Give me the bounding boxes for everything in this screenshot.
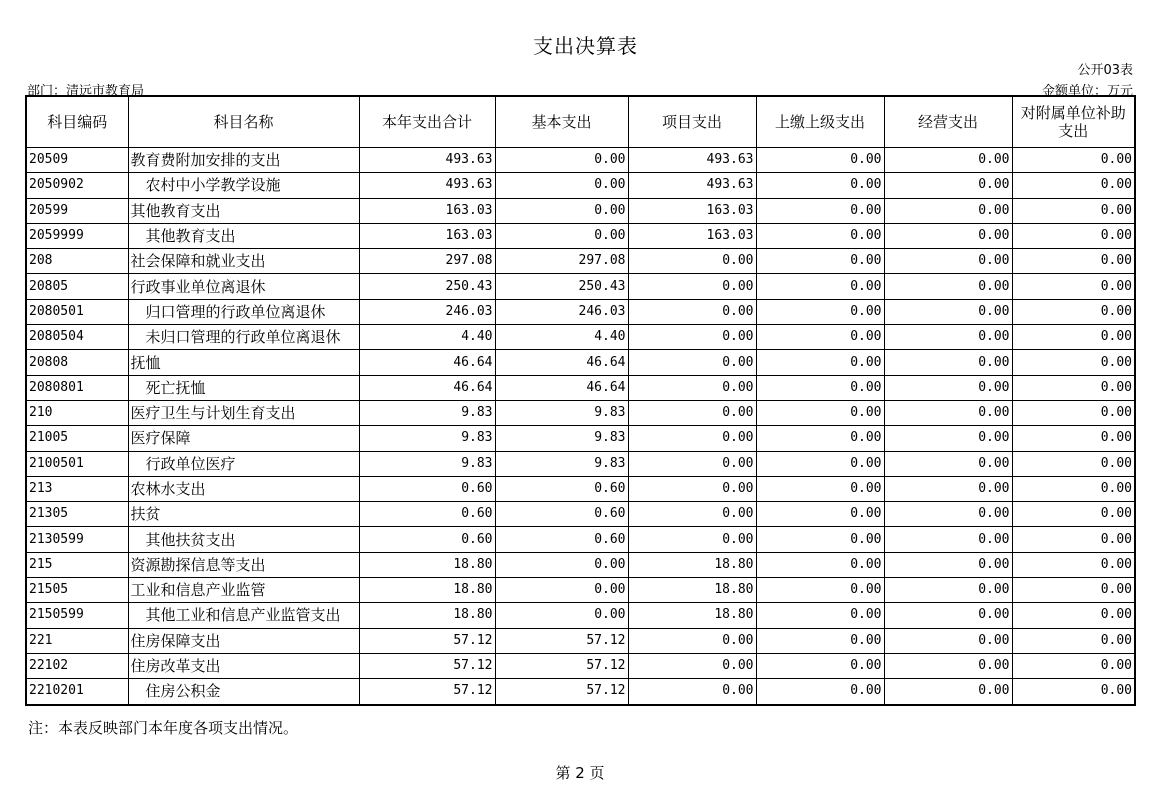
subject-code-cell: 20599 [26, 198, 128, 223]
project-expenditure-cell: 0.00 [628, 502, 756, 527]
subsidy-cell: 0.00 [1012, 603, 1135, 628]
basic-expenditure-cell: 250.43 [495, 274, 628, 299]
business-expenditure-cell: 0.00 [884, 350, 1012, 375]
subject-name-cell: 医疗保障 [128, 426, 359, 451]
column-header: 基本支出 [495, 96, 628, 148]
column-header: 科目编码 [26, 96, 128, 148]
basic-expenditure-cell: 9.83 [495, 451, 628, 476]
business-expenditure-cell: 0.00 [884, 198, 1012, 223]
total-expenditure-cell: 250.43 [359, 274, 495, 299]
column-header: 项目支出 [628, 96, 756, 148]
table-body [26, 148, 1135, 705]
business-expenditure-cell: 0.00 [884, 502, 1012, 527]
upper-remit-cell: 0.00 [756, 578, 884, 603]
upper-remit-cell: 0.00 [756, 426, 884, 451]
subject-code-cell: 2150599 [26, 603, 128, 628]
subsidy-cell: 0.00 [1012, 426, 1135, 451]
basic-expenditure-cell: 46.64 [495, 350, 628, 375]
upper-remit-cell: 0.00 [756, 223, 884, 248]
basic-expenditure-cell: 0.00 [495, 173, 628, 198]
subject-name-cell: 住房保障支出 [128, 628, 359, 653]
basic-expenditure-cell: 0.00 [495, 223, 628, 248]
project-expenditure-cell: 0.00 [628, 400, 756, 425]
subject-name-cell: 社会保障和就业支出 [128, 249, 359, 274]
total-expenditure-cell: 18.80 [359, 578, 495, 603]
project-expenditure-cell: 0.00 [628, 299, 756, 324]
subsidy-cell: 0.00 [1012, 527, 1135, 552]
subject-name-cell: 工业和信息产业监管 [128, 578, 359, 603]
subsidy-cell: 0.00 [1012, 400, 1135, 425]
project-expenditure-cell: 163.03 [628, 223, 756, 248]
report-title: 支出决算表 [533, 34, 638, 58]
basic-expenditure-cell: 0.00 [495, 603, 628, 628]
project-expenditure-cell: 0.00 [628, 451, 756, 476]
upper-remit-cell: 0.00 [756, 249, 884, 274]
amount-unit-label: 金额单位：万元 [1041, 84, 1133, 99]
subsidy-cell: 0.00 [1012, 375, 1135, 400]
table-row [26, 400, 1135, 425]
project-expenditure-cell: 0.00 [628, 628, 756, 653]
upper-remit-cell: 0.00 [756, 679, 884, 705]
table-header-row [26, 96, 1135, 148]
subject-code-cell: 2080504 [26, 325, 128, 350]
business-expenditure-cell: 0.00 [884, 527, 1012, 552]
subject-name-cell: 行政事业单位离退休 [128, 274, 359, 299]
subsidy-cell: 0.00 [1012, 350, 1135, 375]
business-expenditure-cell: 0.00 [884, 274, 1012, 299]
basic-expenditure-cell: 0.00 [495, 578, 628, 603]
subsidy-cell: 0.00 [1012, 552, 1135, 577]
business-expenditure-cell: 0.00 [884, 400, 1012, 425]
subject-name-cell: 医疗卫生与计划生育支出 [128, 400, 359, 425]
basic-expenditure-cell: 0.60 [495, 527, 628, 552]
table-row [26, 299, 1135, 324]
total-expenditure-cell: 0.60 [359, 527, 495, 552]
subject-code-cell: 210 [26, 400, 128, 425]
subsidy-cell: 0.00 [1012, 223, 1135, 248]
table-row [26, 426, 1135, 451]
subject-code-cell: 20509 [26, 148, 128, 173]
subsidy-cell: 0.00 [1012, 173, 1135, 198]
project-expenditure-cell: 0.00 [628, 426, 756, 451]
upper-remit-cell: 0.00 [756, 148, 884, 173]
subject-code-cell: 2059999 [26, 223, 128, 248]
project-expenditure-cell: 18.80 [628, 552, 756, 577]
business-expenditure-cell: 0.00 [884, 628, 1012, 653]
project-expenditure-cell: 18.80 [628, 578, 756, 603]
subject-code-cell: 2210201 [26, 679, 128, 705]
table-row [26, 628, 1135, 653]
business-expenditure-cell: 0.00 [884, 375, 1012, 400]
total-expenditure-cell: 246.03 [359, 299, 495, 324]
business-expenditure-cell: 0.00 [884, 173, 1012, 198]
project-expenditure-cell: 0.00 [628, 679, 756, 705]
subject-code-cell: 208 [26, 249, 128, 274]
total-expenditure-cell: 57.12 [359, 679, 495, 705]
total-expenditure-cell: 163.03 [359, 198, 495, 223]
project-expenditure-cell: 0.00 [628, 476, 756, 501]
basic-expenditure-cell: 46.64 [495, 375, 628, 400]
table-row [26, 148, 1135, 173]
total-expenditure-cell: 0.60 [359, 476, 495, 501]
upper-remit-cell: 0.00 [756, 603, 884, 628]
subsidy-cell: 0.00 [1012, 249, 1135, 274]
subsidy-cell: 0.00 [1012, 325, 1135, 350]
basic-expenditure-cell: 246.03 [495, 299, 628, 324]
total-expenditure-cell: 46.64 [359, 350, 495, 375]
table-row [26, 451, 1135, 476]
subsidy-cell: 0.00 [1012, 274, 1135, 299]
total-expenditure-cell: 297.08 [359, 249, 495, 274]
subject-name-cell: 死亡抚恤 [128, 375, 359, 400]
business-expenditure-cell: 0.00 [884, 325, 1012, 350]
project-expenditure-cell: 0.00 [628, 527, 756, 552]
project-expenditure-cell: 493.63 [628, 173, 756, 198]
subsidy-cell: 0.00 [1012, 578, 1135, 603]
total-expenditure-cell: 9.83 [359, 400, 495, 425]
business-expenditure-cell: 0.00 [884, 679, 1012, 705]
total-expenditure-cell: 0.60 [359, 502, 495, 527]
upper-remit-cell: 0.00 [756, 527, 884, 552]
footnote: 注：本表反映部门本年度各项支出情况。 [28, 719, 299, 737]
subject-code-cell: 2050902 [26, 173, 128, 198]
subject-code-cell: 21305 [26, 502, 128, 527]
subsidy-cell: 0.00 [1012, 679, 1135, 705]
table-row [26, 502, 1135, 527]
basic-expenditure-cell: 0.60 [495, 476, 628, 501]
upper-remit-cell: 0.00 [756, 350, 884, 375]
subject-name-cell: 住房公积金 [128, 679, 359, 705]
subject-code-cell: 21505 [26, 578, 128, 603]
subject-code-cell: 215 [26, 552, 128, 577]
subsidy-cell: 0.00 [1012, 476, 1135, 501]
subject-name-cell: 资源勘探信息等支出 [128, 552, 359, 577]
expenditure-table [25, 95, 1136, 706]
basic-expenditure-cell: 57.12 [495, 679, 628, 705]
basic-expenditure-cell: 0.00 [495, 198, 628, 223]
project-expenditure-cell: 18.80 [628, 603, 756, 628]
subject-name-cell: 抚恤 [128, 350, 359, 375]
business-expenditure-cell: 0.00 [884, 426, 1012, 451]
upper-remit-cell: 0.00 [756, 400, 884, 425]
subject-code-cell: 2100501 [26, 451, 128, 476]
business-expenditure-cell: 0.00 [884, 476, 1012, 501]
total-expenditure-cell: 9.83 [359, 426, 495, 451]
subject-name-cell: 住房改革支出 [128, 653, 359, 678]
project-expenditure-cell: 0.00 [628, 274, 756, 299]
business-expenditure-cell: 0.00 [884, 299, 1012, 324]
table-row [26, 375, 1135, 400]
subject-name-cell: 归口管理的行政单位离退休 [128, 299, 359, 324]
project-expenditure-cell: 0.00 [628, 375, 756, 400]
column-header: 本年支出合计 [359, 96, 495, 148]
subsidy-cell: 0.00 [1012, 502, 1135, 527]
upper-remit-cell: 0.00 [756, 628, 884, 653]
table-row [26, 325, 1135, 350]
subject-name-cell: 扶贫 [128, 502, 359, 527]
table-row [26, 552, 1135, 577]
total-expenditure-cell: 9.83 [359, 451, 495, 476]
table-row [26, 223, 1135, 248]
total-expenditure-cell: 57.12 [359, 628, 495, 653]
subsidy-cell: 0.00 [1012, 653, 1135, 678]
business-expenditure-cell: 0.00 [884, 552, 1012, 577]
upper-remit-cell: 0.00 [756, 274, 884, 299]
subject-code-cell: 21005 [26, 426, 128, 451]
table-row [26, 476, 1135, 501]
table-row [26, 679, 1135, 705]
total-expenditure-cell: 57.12 [359, 653, 495, 678]
business-expenditure-cell: 0.00 [884, 653, 1012, 678]
project-expenditure-cell: 493.63 [628, 148, 756, 173]
project-expenditure-cell: 163.03 [628, 198, 756, 223]
form-number: 公开03表 [1077, 63, 1133, 78]
subject-name-cell: 教育费附加安排的支出 [128, 148, 359, 173]
column-header: 对附属单位补助支出 [1012, 96, 1135, 148]
project-expenditure-cell: 0.00 [628, 325, 756, 350]
total-expenditure-cell: 46.64 [359, 375, 495, 400]
upper-remit-cell: 0.00 [756, 502, 884, 527]
upper-remit-cell: 0.00 [756, 198, 884, 223]
subsidy-cell: 0.00 [1012, 628, 1135, 653]
upper-remit-cell: 0.00 [756, 325, 884, 350]
upper-remit-cell: 0.00 [756, 451, 884, 476]
business-expenditure-cell: 0.00 [884, 451, 1012, 476]
business-expenditure-cell: 0.00 [884, 578, 1012, 603]
subject-code-cell: 2080801 [26, 375, 128, 400]
table-row [26, 198, 1135, 223]
subject-name-cell: 未归口管理的行政单位离退休 [128, 325, 359, 350]
basic-expenditure-cell: 0.00 [495, 148, 628, 173]
total-expenditure-cell: 18.80 [359, 603, 495, 628]
business-expenditure-cell: 0.00 [884, 249, 1012, 274]
table-row [26, 653, 1135, 678]
table-row [26, 249, 1135, 274]
project-expenditure-cell: 0.00 [628, 653, 756, 678]
department-label: 部门：清远市教育局 [27, 84, 145, 99]
basic-expenditure-cell: 57.12 [495, 628, 628, 653]
subject-name-cell: 农林水支出 [128, 476, 359, 501]
subsidy-cell: 0.00 [1012, 299, 1135, 324]
basic-expenditure-cell: 297.08 [495, 249, 628, 274]
subject-code-cell: 22102 [26, 653, 128, 678]
column-header: 经营支出 [884, 96, 1012, 148]
subsidy-cell: 0.00 [1012, 148, 1135, 173]
table-row [26, 603, 1135, 628]
subject-code-cell: 20805 [26, 274, 128, 299]
subject-name-cell: 其他教育支出 [128, 198, 359, 223]
total-expenditure-cell: 18.80 [359, 552, 495, 577]
upper-remit-cell: 0.00 [756, 552, 884, 577]
project-expenditure-cell: 0.00 [628, 249, 756, 274]
subsidy-cell: 0.00 [1012, 198, 1135, 223]
table-row [26, 350, 1135, 375]
upper-remit-cell: 0.00 [756, 299, 884, 324]
upper-remit-cell: 0.00 [756, 375, 884, 400]
column-header: 上缴上级支出 [756, 96, 884, 148]
business-expenditure-cell: 0.00 [884, 223, 1012, 248]
total-expenditure-cell: 493.63 [359, 148, 495, 173]
subject-code-cell: 213 [26, 476, 128, 501]
table-row [26, 274, 1135, 299]
subsidy-cell: 0.00 [1012, 451, 1135, 476]
column-header: 科目名称 [128, 96, 359, 148]
upper-remit-cell: 0.00 [756, 653, 884, 678]
subject-code-cell: 2080501 [26, 299, 128, 324]
subject-name-cell: 其他工业和信息产业监管支出 [128, 603, 359, 628]
subject-code-cell: 2130599 [26, 527, 128, 552]
basic-expenditure-cell: 9.83 [495, 426, 628, 451]
total-expenditure-cell: 163.03 [359, 223, 495, 248]
basic-expenditure-cell: 4.40 [495, 325, 628, 350]
total-expenditure-cell: 493.63 [359, 173, 495, 198]
basic-expenditure-cell: 0.60 [495, 502, 628, 527]
upper-remit-cell: 0.00 [756, 476, 884, 501]
basic-expenditure-cell: 9.83 [495, 400, 628, 425]
business-expenditure-cell: 0.00 [884, 148, 1012, 173]
basic-expenditure-cell: 0.00 [495, 552, 628, 577]
page-number: 第 2 页 [555, 764, 605, 782]
subject-name-cell: 行政单位医疗 [128, 451, 359, 476]
total-expenditure-cell: 4.40 [359, 325, 495, 350]
basic-expenditure-cell: 57.12 [495, 653, 628, 678]
subject-name-cell: 农村中小学教学设施 [128, 173, 359, 198]
business-expenditure-cell: 0.00 [884, 603, 1012, 628]
project-expenditure-cell: 0.00 [628, 350, 756, 375]
table-row [26, 173, 1135, 198]
upper-remit-cell: 0.00 [756, 173, 884, 198]
subject-name-cell: 其他扶贫支出 [128, 527, 359, 552]
table-row [26, 578, 1135, 603]
subject-code-cell: 20808 [26, 350, 128, 375]
subject-name-cell: 其他教育支出 [128, 223, 359, 248]
subject-code-cell: 221 [26, 628, 128, 653]
table-row [26, 527, 1135, 552]
